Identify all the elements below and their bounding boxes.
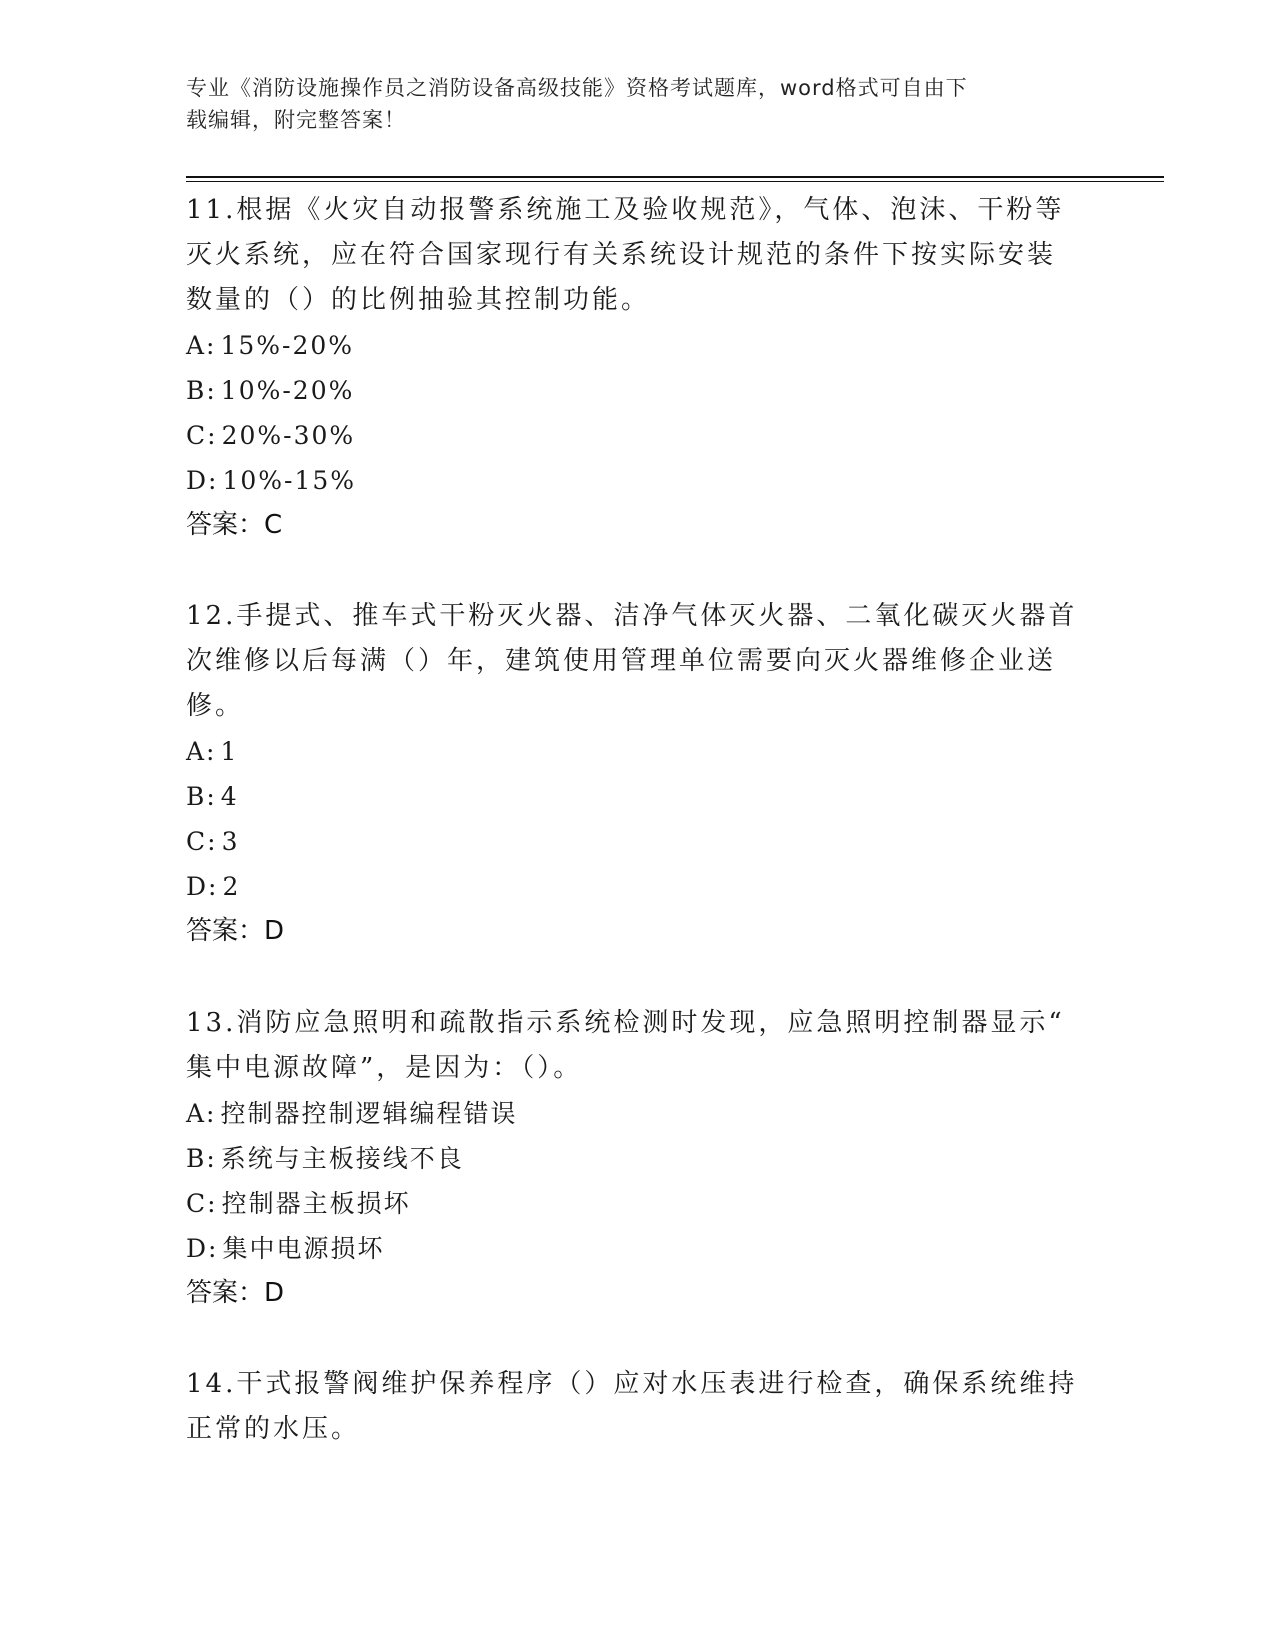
option-letter: C: xyxy=(186,1189,218,1218)
option-text: 系统与主板接线不良 xyxy=(220,1144,464,1173)
option-letter: C: xyxy=(186,827,218,856)
question-stem-line: 次维修以后每满（）年，建筑使用管理单位需要向灭火器维修企业送 xyxy=(186,646,1057,676)
option-letter: B: xyxy=(186,782,217,811)
question-stem-line: 11.根据《火灾自动报警系统施工及验收规范》，气体、泡沫、干粉等 xyxy=(186,195,1065,225)
option-text: 2 xyxy=(222,872,241,901)
header-divider-thin xyxy=(186,181,1164,182)
question-stem-line: 12.手提式、推车式干粉灭火器、洁净气体灭火器、二氧化碳灭火器首 xyxy=(186,601,1078,631)
option-a xyxy=(186,729,1086,774)
option-text: 集中电源损坏 xyxy=(222,1234,385,1263)
option-d xyxy=(186,458,1086,503)
answer-label: 答案：D xyxy=(186,1278,285,1308)
option-text: 4 xyxy=(220,782,239,811)
option-letter: B: xyxy=(186,376,217,405)
option-text: 1 xyxy=(220,737,239,766)
header-line-1: 专业《消防设施操作员之消防设备高级技能》资格考试题库，word格式可自由下 xyxy=(186,76,968,100)
option-text: 3 xyxy=(221,827,240,856)
question-stem-line: 集中电源故障”，是因为：（）。 xyxy=(186,1053,583,1083)
header-divider xyxy=(186,176,1164,178)
question-12 xyxy=(186,594,1086,954)
question-13 xyxy=(186,1001,1086,1316)
question-stem-line: 正常的水压。 xyxy=(186,1414,361,1444)
question-stem-line: 修。 xyxy=(186,691,245,721)
option-letter: D: xyxy=(186,466,219,495)
option-b xyxy=(186,774,1086,819)
option-letter: D: xyxy=(186,1234,219,1263)
option-text: 10%-20% xyxy=(220,376,355,405)
option-b xyxy=(186,368,1086,413)
answer-label: 答案：C xyxy=(186,510,283,540)
header-line-2: 载编辑，附完整答案！ xyxy=(186,108,406,132)
option-letter: A: xyxy=(186,1099,217,1128)
option-c xyxy=(186,819,1086,864)
option-a xyxy=(186,1091,1086,1136)
question-11 xyxy=(186,188,1086,548)
option-b xyxy=(186,1136,1086,1181)
document-header xyxy=(186,72,1066,136)
answer-label: 答案：D xyxy=(186,916,285,946)
question-14 xyxy=(186,1362,1086,1452)
option-d xyxy=(186,1226,1086,1271)
option-a xyxy=(186,323,1086,368)
question-stem-line: 13.消防应急照明和疏散指示系统检测时发现，应急照明控制器显示“ xyxy=(186,1008,1065,1038)
option-c xyxy=(186,1181,1086,1226)
option-letter: A: xyxy=(186,737,217,766)
option-letter: A: xyxy=(186,331,217,360)
option-text: 20%-30% xyxy=(221,421,356,450)
option-text: 15%-20% xyxy=(220,331,355,360)
question-stem-line: 灭火系统，应在符合国家现行有关系统设计规范的条件下按实际安装 xyxy=(186,240,1057,270)
option-letter: C: xyxy=(186,421,218,450)
option-c xyxy=(186,413,1086,458)
option-d xyxy=(186,864,1086,909)
option-text: 控制器主板损坏 xyxy=(221,1189,411,1218)
option-text: 10%-15% xyxy=(222,466,357,495)
question-stem-line: 14.干式报警阀维护保养程序（）应对水压表进行检查，确保系统维持 xyxy=(186,1369,1078,1399)
option-letter: D: xyxy=(186,872,219,901)
question-stem-line: 数量的（）的比例抽验其控制功能。 xyxy=(186,285,651,315)
option-letter: B: xyxy=(186,1144,217,1173)
option-text: 控制器控制逻辑编程错误 xyxy=(220,1099,518,1128)
